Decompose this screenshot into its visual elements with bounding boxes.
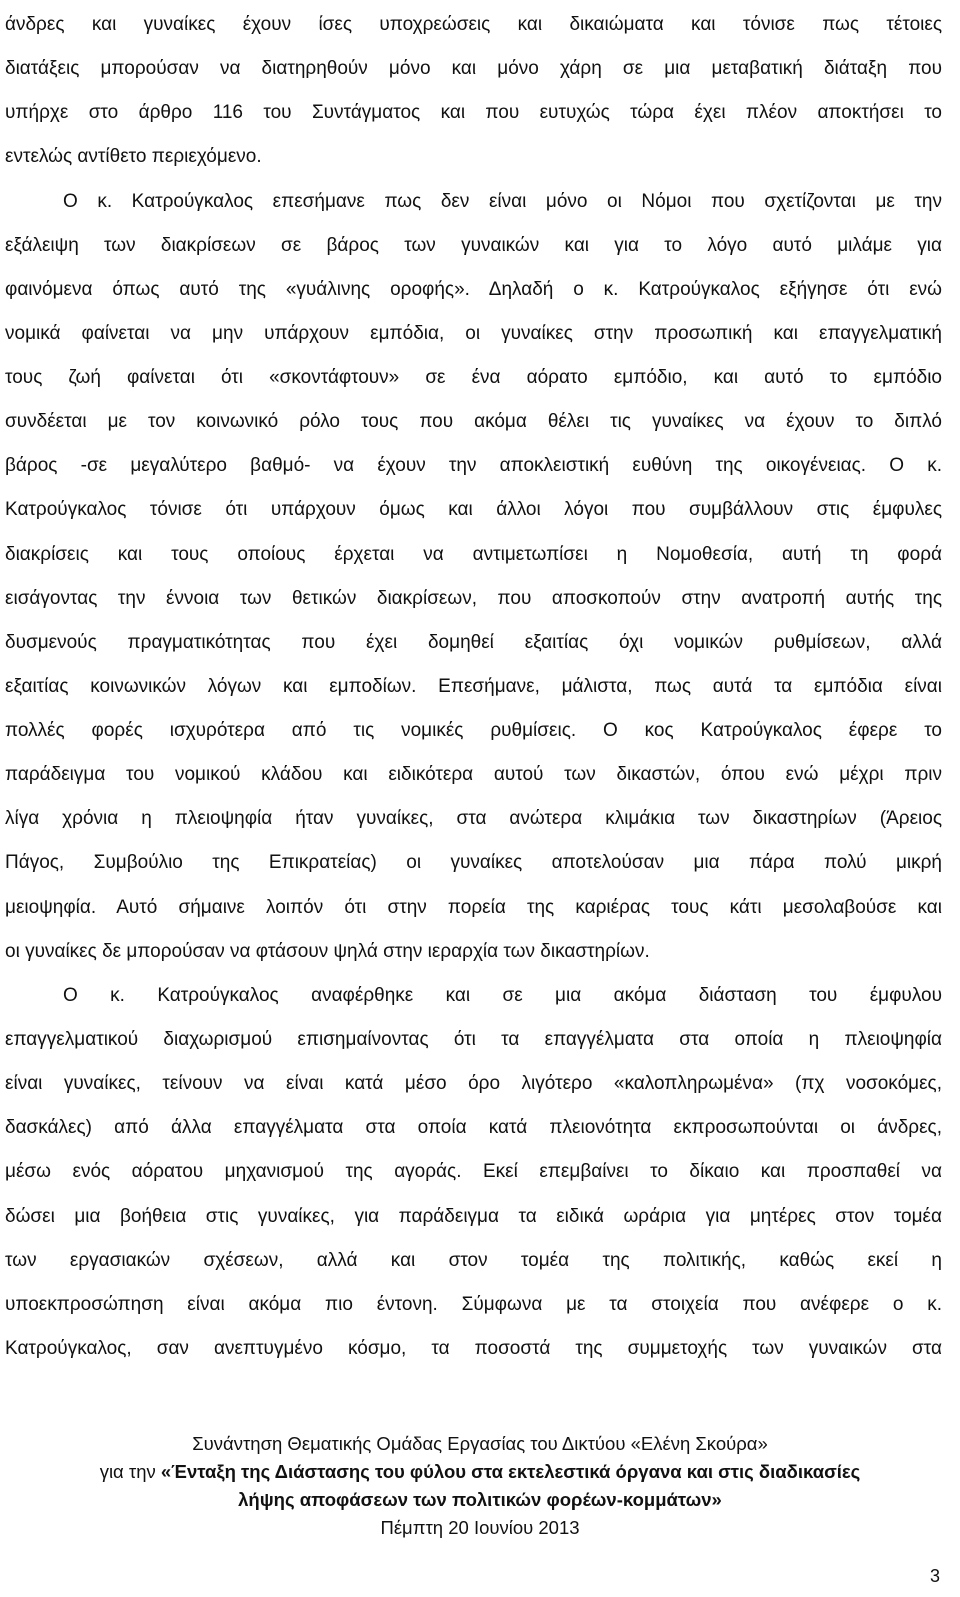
footer-subject xyxy=(0,1460,960,1484)
body-line: Κατρούγκαλος, σαν ανεπτυγμένο κόσμο, τα ποσοστά της συμμετοχής των γυναικών στα xyxy=(5,1337,942,1359)
body-line: μέσω ενός αόρατου μηχανισμού της αγοράς. Εκεί επεμβαίνει το δίκαιο και προσπαθεί να xyxy=(5,1161,942,1183)
footer-line-2-bold: «Ένταξη της Διάστασης του φύλου στα εκτελεστικά όργανα και στις διαδικασίες xyxy=(160,1461,861,1482)
body-line: φαινόμενα όπως αυτό της «γυάλινης οροφής». Δηλαδή ο κ. Κατρούγκαλος εξήγησε ότι ενώ xyxy=(5,278,942,300)
body-line: υποεκπροσώπηση είναι ακόμα πιο έντονη. Σύμφωνα με τα στοιχεία που ανέφερε ο κ. xyxy=(5,1293,942,1315)
body-line: συνδέεται με τον κοινωνικό ρόλο τους που ακόμα θέλει τις γυναίκες να έχουν το διπλό xyxy=(5,411,942,433)
body-line: τους ζωή φαίνεται ότι «σκοντάφτουν» σε ένα αόρατο εμπόδιο, και αυτό το εμπόδιο xyxy=(5,367,942,389)
body-line: Ο κ. Κατρούγκαλος αναφέρθηκε και σε μια ακόμα διάσταση του έμφυλου xyxy=(63,984,942,1006)
body-line: πολλές φορές ισχυρότερα από τις νομικές ρυθμίσεις. Ο κος Κατρούγκαλος έφερε το xyxy=(5,720,942,742)
footer-line-3: λήψης αποφάσεων των πολιτικών φορέων-κομμάτων» xyxy=(238,1489,722,1510)
body-line: εισάγοντας την έννοια των θετικών διακρίσεων, που αποσκοπούν στην ανατροπή αυτής της xyxy=(5,587,942,609)
body-line: οι γυναίκες δε μπορούσαν να φτάσουν ψηλά στην ιεραρχία των δικαστηρίων. xyxy=(5,940,650,962)
body-line: διακρίσεις και τους οποίους έρχεται να αντιμετωπίσει η Νομοθεσία, αυτή τη φορά xyxy=(5,543,942,565)
body-line: εξαιτίας κοινωνικών λόγων και εμποδίων. Επεσήμανε, μάλιστα, πως αυτά τα εμπόδια είναι xyxy=(5,675,942,697)
body-line: δυσμενούς πραγματικότητας που έχει δομηθεί εξαιτίας όχι νομικών ρυθμίσεων, αλλά xyxy=(5,631,942,653)
body-line: άνδρες και γυναίκες έχουν ίσες υποχρεώσεις και δικαιώματα και τόνισε πως τέτοιες xyxy=(5,14,942,35)
body-line: Πάγος, Συμβούλιο της Επικρατείας) οι γυναίκες αποτελούσαν μια πάρα πολύ μικρή xyxy=(5,852,942,874)
body-line: μειοψηφία. Αυτό σήμαινε λοιπόν ότι στην πορεία της καριέρας τους κάτι μεσολαβούσε και xyxy=(5,896,942,918)
body-line: είναι γυναίκες, τείνουν να είναι κατά μέσο όρο λιγότερο «καλοπληρωμένα» (πχ νοσοκόμες, xyxy=(5,1073,942,1095)
body-line: λίγα χρόνια η πλειοψηφία ήταν γυναίκες, στα ανώτερα κλιμάκια των δικαστηρίων (Άρειος xyxy=(5,808,942,830)
body-line: δώσει μια βοήθεια στις γυναίκες, για παράδειγμα τα ειδικά ωράρια για μητέρες στον τομέα xyxy=(5,1205,942,1227)
footer-line-2-prefix: για την xyxy=(99,1461,161,1482)
body-line: διατάξεις μπορούσαν να διατηρηθούν μόνο και μόνο χάρη σε μια μεταβατική διάταξη που xyxy=(5,58,942,80)
body-line: δασκάλες) από άλλα επαγγέλματα στα οποία κατά πλειονότητα εκπροσωπούνται οι άνδρες, xyxy=(5,1117,942,1139)
body-line: επαγγελματικού διαχωρισμού επισημαίνοντας ότι τα επαγγέλματα στα οποία η πλειοψηφία xyxy=(5,1028,942,1050)
body-line: παράδειγμα του νομικού κλάδου και ειδικότερα αυτού των δικαστών, όπου ενώ μέχρι πριν xyxy=(5,764,942,786)
body-line: εντελώς αντίθετο περιεχόμενο. xyxy=(5,146,262,168)
footer-date: Πέμπτη 20 Ιουνίου 2013 xyxy=(380,1517,580,1538)
body-line: Κατρούγκαλος τόνισε ότι υπάρχουν όμως και άλλοι λόγοι που συμβάλλουν στις έμφυλες xyxy=(5,499,942,521)
body-line: Ο κ. Κατρούγκαλος επεσήμανε πως δεν είναι μόνο οι Νόμοι που σχετίζονται με την xyxy=(63,190,942,212)
footer-meeting-title xyxy=(0,1432,960,1456)
body-line: νομικά φαίνεται να μην υπάρχουν εμπόδια, οι γυναίκες στην προσωπική και επαγγελματική xyxy=(5,322,942,344)
body-line: υπήρχε στο άρθρο 116 του Συντάγματος και που ευτυχώς τώρα έχει πλέον αποκτήσει το xyxy=(5,102,942,124)
body-line: βάρος -σε μεγαλύτερο βαθμό- να έχουν την αποκλειστική ευθύνη της οικογένειας. Ο κ. xyxy=(5,455,942,477)
footer-line-1: Συνάντηση Θεματικής Ομάδας Εργασίας του Δικτύου «Ελένη Σκούρα» xyxy=(192,1433,768,1454)
page-number: 3 xyxy=(929,1566,940,1586)
body-line: των εργασιακών σχέσεων, αλλά και στον τομέα της πολιτικής, καθώς εκεί η xyxy=(5,1249,942,1271)
body-line: εξάλειψη των διακρίσεων σε βάρος των γυναικών και για το λόγο αυτό μιλάμε για xyxy=(5,234,942,256)
